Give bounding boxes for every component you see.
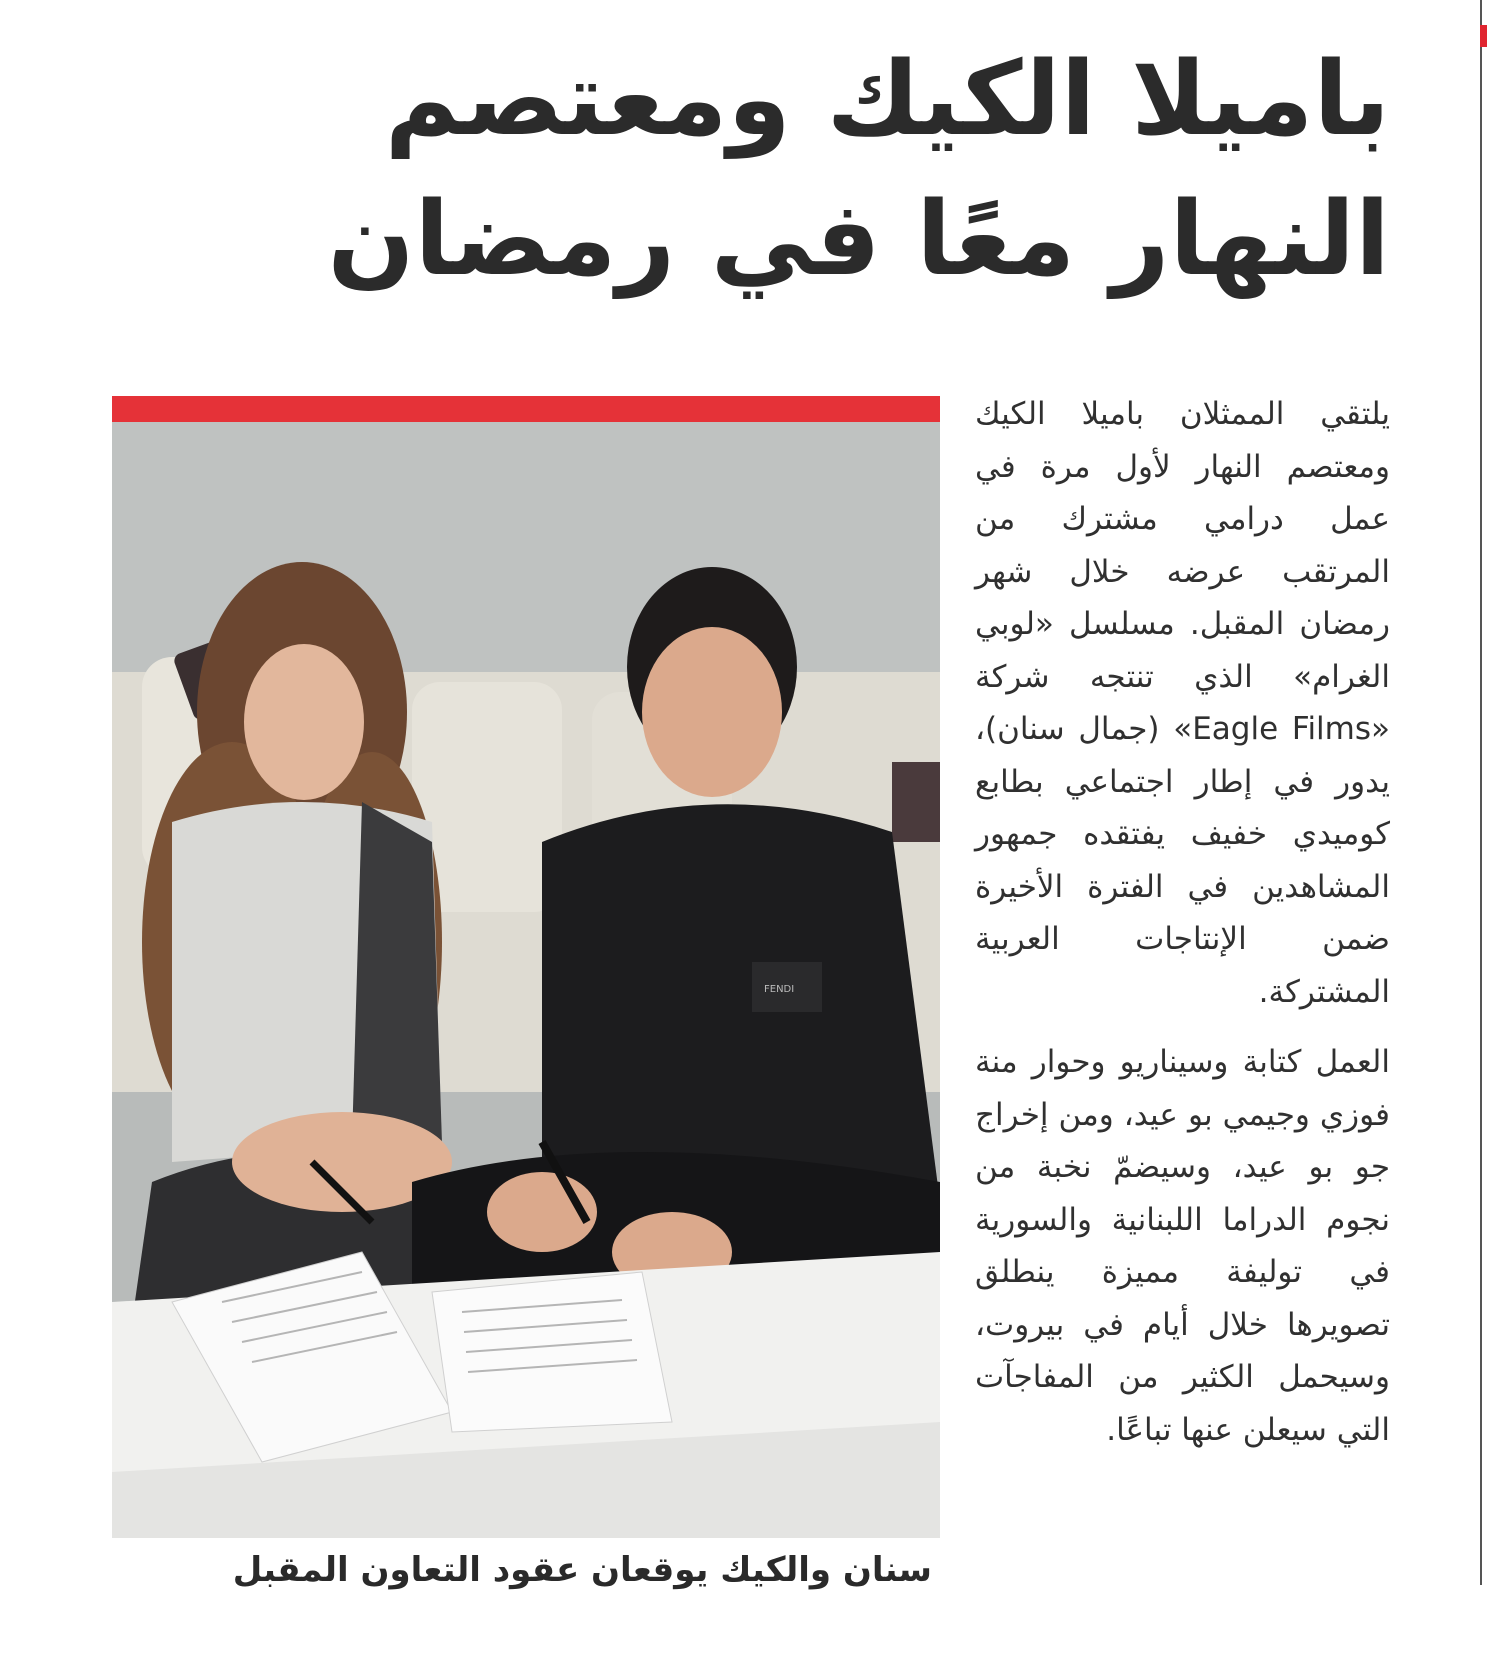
page-edge-accent: [1480, 25, 1487, 47]
photo-illustration: [112, 422, 940, 1538]
headline-line-1: باميلا الكيك ومعتصم: [384, 40, 1390, 159]
article-headline: [250, 30, 1390, 310]
article-body: [975, 388, 1390, 1456]
body-paragraph-2: العمل كتابة وسيناريو وحوار منة فوزي وجيمي بو عيد، ومن إخراج جو بو عيد، وسيضمّ نخبة من نجوم الدراما اللبنانية والسورية في توليفة مميزة ينطلق تصويرها خلال أيام في بيروت، وسيحمل الكثير من المفاجآت التي سيعلن عنها تباعًا.: [975, 1044, 1390, 1448]
headline-line-2: النهار معًا في رمضان: [327, 180, 1390, 299]
photo-accent-bar: [112, 396, 940, 422]
body-paragraph-1: يلتقي الممثلان باميلا الكيك ومعتصم النهار لأول مرة في عمل درامي مشترك من المرتقب عرضه خلال شهر رمضان المقبل. مسلسل «لوبي الغرام» الذي تنتجه شركة «Eagle Films» (جمال سنان)، يدور في إطار اجتماعي بطابع كوميدي خفيف يفتقده جمهور المشاهدين في الفترة الأخيرة ضمن الإنتاجات العربية المشتركة.: [975, 396, 1390, 1010]
page-edge-rule: [1480, 0, 1482, 1585]
svg-text:FENDI: FENDI: [764, 984, 795, 995]
article-photo: [112, 422, 940, 1538]
photo-caption: سنان والكيك يوقعان عقود التعاون المقبل: [232, 1550, 932, 1590]
